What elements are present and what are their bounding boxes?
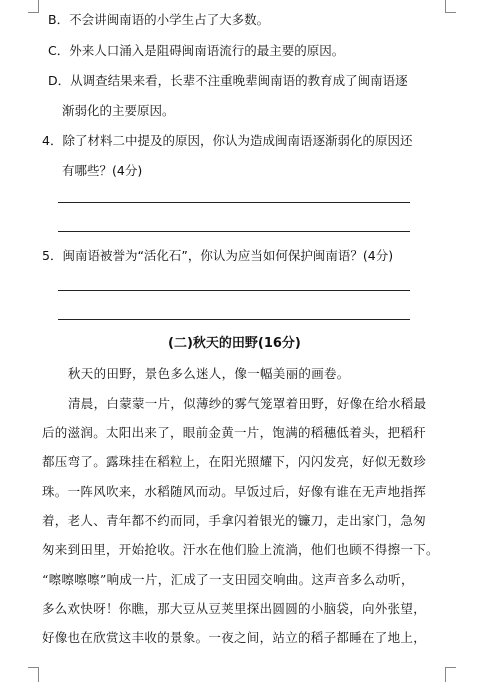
passage-line: 匆来到田里，开始抢收。汗水在他们脸上流淌，他们也顾不得擦一下。 xyxy=(42,542,439,557)
question-4-line2: 有哪些？(4分) xyxy=(62,163,143,178)
page-corner-mark-bottom-right xyxy=(445,667,456,682)
answer-line[interactable] xyxy=(58,290,410,291)
page-corner-mark-top-right xyxy=(445,0,456,13)
passage-line: 后的滋润。太阳出来了，眼前金黄一片，饱满的稻穗低着头，把稻秆 xyxy=(42,425,427,440)
passage-line: 着，老人、青年都不约而同，手拿闪着银光的镰刀，走出家门，急匆 xyxy=(42,513,427,528)
page-corner-mark-top-left xyxy=(28,0,39,13)
option-d-line1: D．从调查结果来看，长辈不注重晚辈闽南语的教育成了闽南语逐 xyxy=(48,73,408,88)
option-b: B．不会讲闽南语的小学生占了大多数。 xyxy=(48,12,270,27)
question-5-line1: 5．闽南语被誉为“活化石”，你认为应当如何保护闽南语？(4分) xyxy=(42,248,394,263)
passage-line: 珠。一阵风吹来，水稻随风而动。早饭过后，好像有谁在无声地指挥 xyxy=(42,484,427,499)
question-4-line1: 4．除了材料二中提及的原因，你认为造成闽南语逐渐弱化的原因还 xyxy=(42,133,413,148)
section-title: (二)秋天的田野(16分) xyxy=(168,336,301,351)
passage-line: 清晨，白蒙蒙一片，似薄纱的雾气笼罩着田野，好像在给水稻最 xyxy=(68,396,427,411)
option-d-line2: 渐弱化的主要原因。 xyxy=(62,103,175,118)
passage-line: 秋天的田野，景色多么迷人，像一幅美丽的画卷。 xyxy=(68,366,350,381)
passage-line: 多么欢快呀！你瞧，那大豆从豆荚里探出圆圆的小脑袋，向外张望， xyxy=(42,601,427,616)
answer-line[interactable] xyxy=(58,202,410,203)
answer-line[interactable] xyxy=(58,231,410,232)
answer-line[interactable] xyxy=(58,319,410,320)
passage-line: 好像也在欣赏这丰收的景象。一夜之间，站立的稻子都睡在了地上， xyxy=(42,630,427,645)
page-corner-mark-bottom-left xyxy=(28,667,39,682)
passage-line: “嚓嚓嚓嚓”响成一片，汇成了一支田园交响曲。这声音多么动听， xyxy=(42,572,414,587)
passage-line: 都压弯了。露珠挂在稻粒上，在阳光照耀下，闪闪发亮，好似无数珍 xyxy=(42,454,427,469)
option-c: C．外来人口涌入是阻碍闽南语流行的最主要的原因。 xyxy=(48,43,345,58)
